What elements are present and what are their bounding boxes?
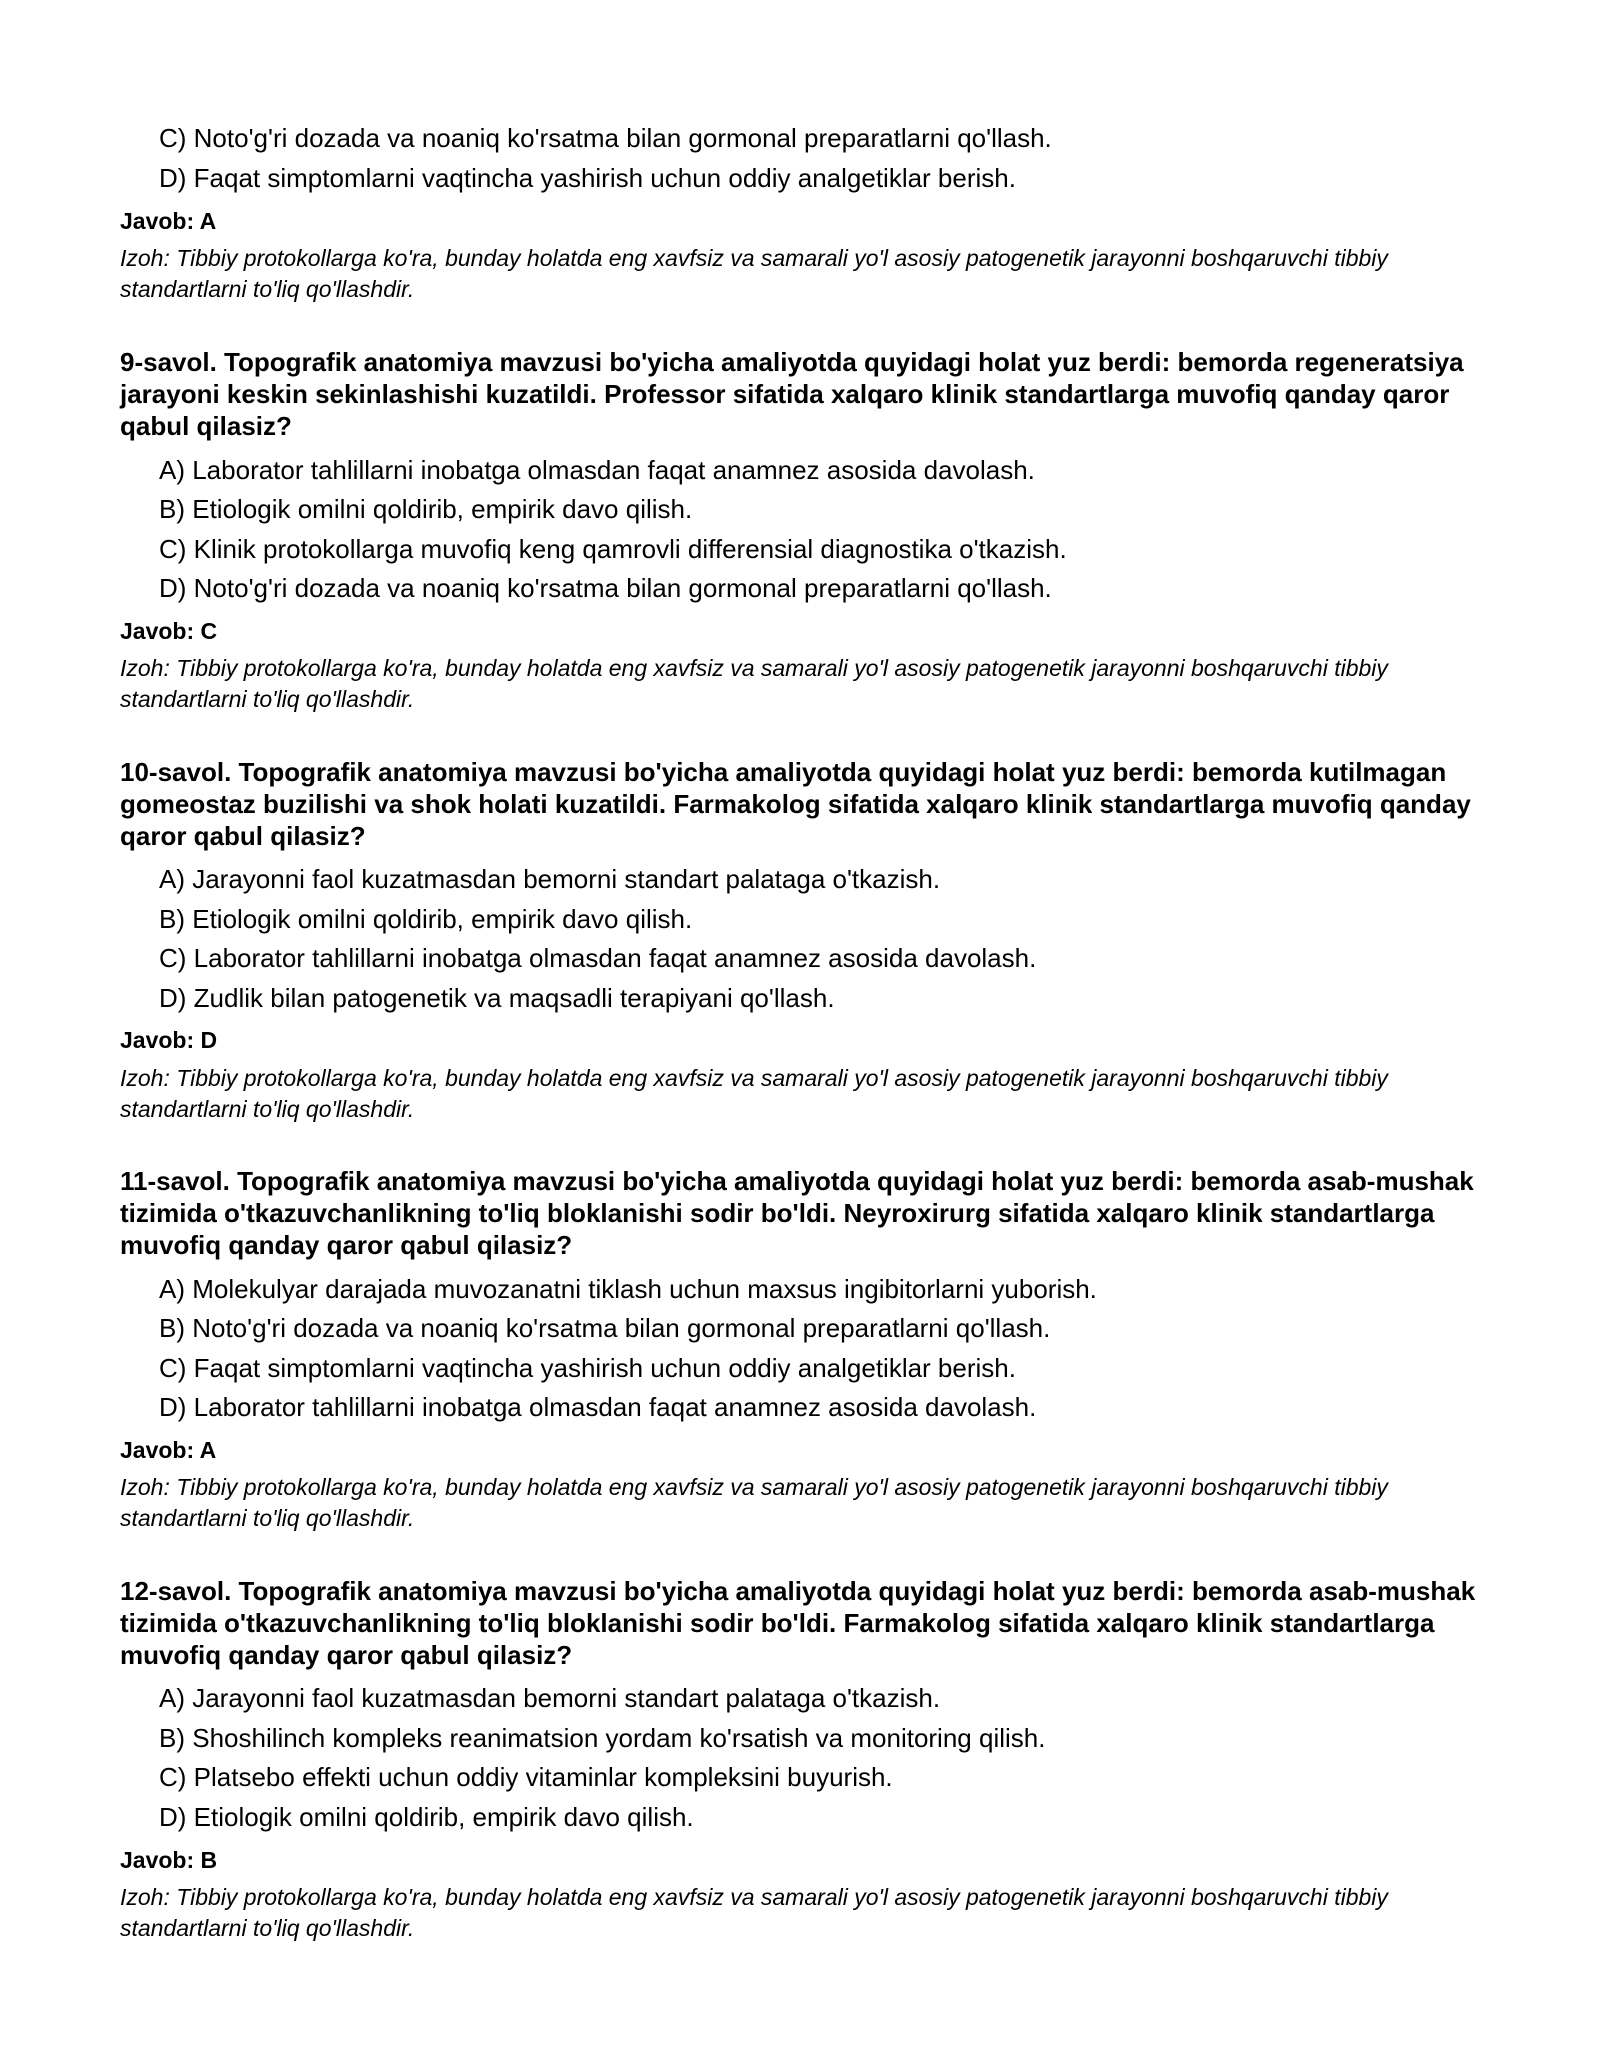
explanation-note: Izoh: Tibbiy protokollarga ko'ra, bunday holatda eng xavfsiz va samarali yo'l asosiy patogenetik jarayonni boshqaruvchi tibbiy standartlarni to'liq qo'llashdir. [120,1474,1388,1531]
option-a: A) Jarayonni faol kuzatmasdan bemorni standart palataga o'tkazish. [159,1683,941,1713]
option-a: A) Jarayonni faol kuzatmasdan bemorni standart palataga o'tkazish. [159,864,941,894]
answer-label: Javob: A [120,1437,217,1463]
option-d: D) Laborator tahlillarni inobatga olmasdan faqat anamnez asosida davolash. [159,1392,1037,1422]
option-b: B) Noto'g'ri dozada va noaniq ko'rsatma bilan gormonal preparatlarni qo'llash. [159,1313,1051,1343]
option-c: C) Faqat simptomlarni vaqtincha yashirish uchun oddiy analgetiklar berish. [159,1353,1016,1383]
question-10-text: 10-savol. Topografik anatomiya mavzusi bo'yicha amaliyotda quyidagi holat yuz berdi: bemorda kutilmagan gomeostaz buzilishi va shok holati kuzatildi. Farmakolog sifatida xalqaro klinik standartlarga muvofiq qanday qaror qabul qilasiz? [120,757,1471,851]
question-11-text: 11-savol. Topografik anatomiya mavzusi bo'yicha amaliyotda quyidagi holat yuz berdi: bemorda asab-mushak tizimida o'tkazuvchanlikning to'liq bloklanishi sodir bo'ldi. Neyroxirurg sifatida xalqaro klinik standartlarga muvofiq qanday qaror qabul qilasiz? [120,1166,1474,1260]
question-12-text: 12-savol. Topografik anatomiya mavzusi bo'yicha amaliyotda quyidagi holat yuz berdi: bemorda asab-mushak tizimida o'tkazuvchanlikning to'liq bloklanishi sodir bo'ldi. Farmakolog sifatida xalqaro klinik standartlarga muvofiq qanday qaror qabul qilasiz? [120,1576,1476,1670]
option-d: D) Faqat simptomlarni vaqtincha yashirish uchun oddiy analgetiklar berish. [159,163,1016,193]
option-b: B) Shoshilinch kompleks reanimatsion yordam ko'rsatish va monitoring qilish. [159,1723,1046,1753]
question-9-text: 9-savol. Topografik anatomiya mavzusi bo'yicha amaliyotda quyidagi holat yuz berdi: bemorda regeneratsiya jarayoni keskin sekinlashishi kuzatildi. Professor sifatida xalqaro klinik standartlarga muvofiq qanday qaror qabul qilasiz? [120,347,1464,441]
explanation-note: Izoh: Tibbiy protokollarga ko'ra, bunday holatda eng xavfsiz va samarali yo'l asosiy patogenetik jarayonni boshqaruvchi tibbiy standartlarni to'liq qo'llashdir. [120,1065,1388,1122]
answer-label: Javob: A [120,208,217,234]
answer-label: Javob: C [120,618,218,644]
option-c: C) Klinik protokollarga muvofiq keng qamrovli differensial diagnostika o'tkazish. [159,534,1067,564]
explanation-note: Izoh: Tibbiy protokollarga ko'ra, bunday holatda eng xavfsiz va samarali yo'l asosiy patogenetik jarayonni boshqaruvchi tibbiy standartlarni to'liq qo'llashdir. [120,245,1388,302]
option-b: B) Etiologik omilni qoldirib, empirik davo qilish. [159,494,693,524]
option-c: C) Noto'g'ri dozada va noaniq ko'rsatma bilan gormonal preparatlarni qo'llash. [159,123,1052,153]
answer-label: Javob: B [120,1847,218,1873]
option-c: C) Platsebo effekti uchun oddiy vitaminlar kompleksini buyurish. [159,1762,893,1792]
answer-label: Javob: D [120,1027,218,1053]
explanation-note: Izoh: Tibbiy protokollarga ko'ra, bunday holatda eng xavfsiz va samarali yo'l asosiy patogenetik jarayonni boshqaruvchi tibbiy standartlarni to'liq qo'llashdir. [120,1884,1388,1941]
option-d: D) Zudlik bilan patogenetik va maqsadli terapiyani qo'llash. [159,983,835,1013]
option-a: A) Molekulyar darajada muvozanatni tiklash uchun maxsus ingibitorlarni yuborish. [159,1274,1097,1304]
option-d: D) Noto'g'ri dozada va noaniq ko'rsatma bilan gormonal preparatlarni qo'llash. [159,573,1052,603]
option-d: D) Etiologik omilni qoldirib, empirik davo qilish. [159,1802,694,1832]
option-b: B) Etiologik omilni qoldirib, empirik davo qilish. [159,904,693,934]
explanation-note: Izoh: Tibbiy protokollarga ko'ra, bunday holatda eng xavfsiz va samarali yo'l asosiy patogenetik jarayonni boshqaruvchi tibbiy standartlarni to'liq qo'llashdir. [120,655,1388,712]
option-a: A) Laborator tahlillarni inobatga olmasdan faqat anamnez asosida davolash. [159,455,1035,485]
option-c: C) Laborator tahlillarni inobatga olmasdan faqat anamnez asosida davolash. [159,943,1037,973]
